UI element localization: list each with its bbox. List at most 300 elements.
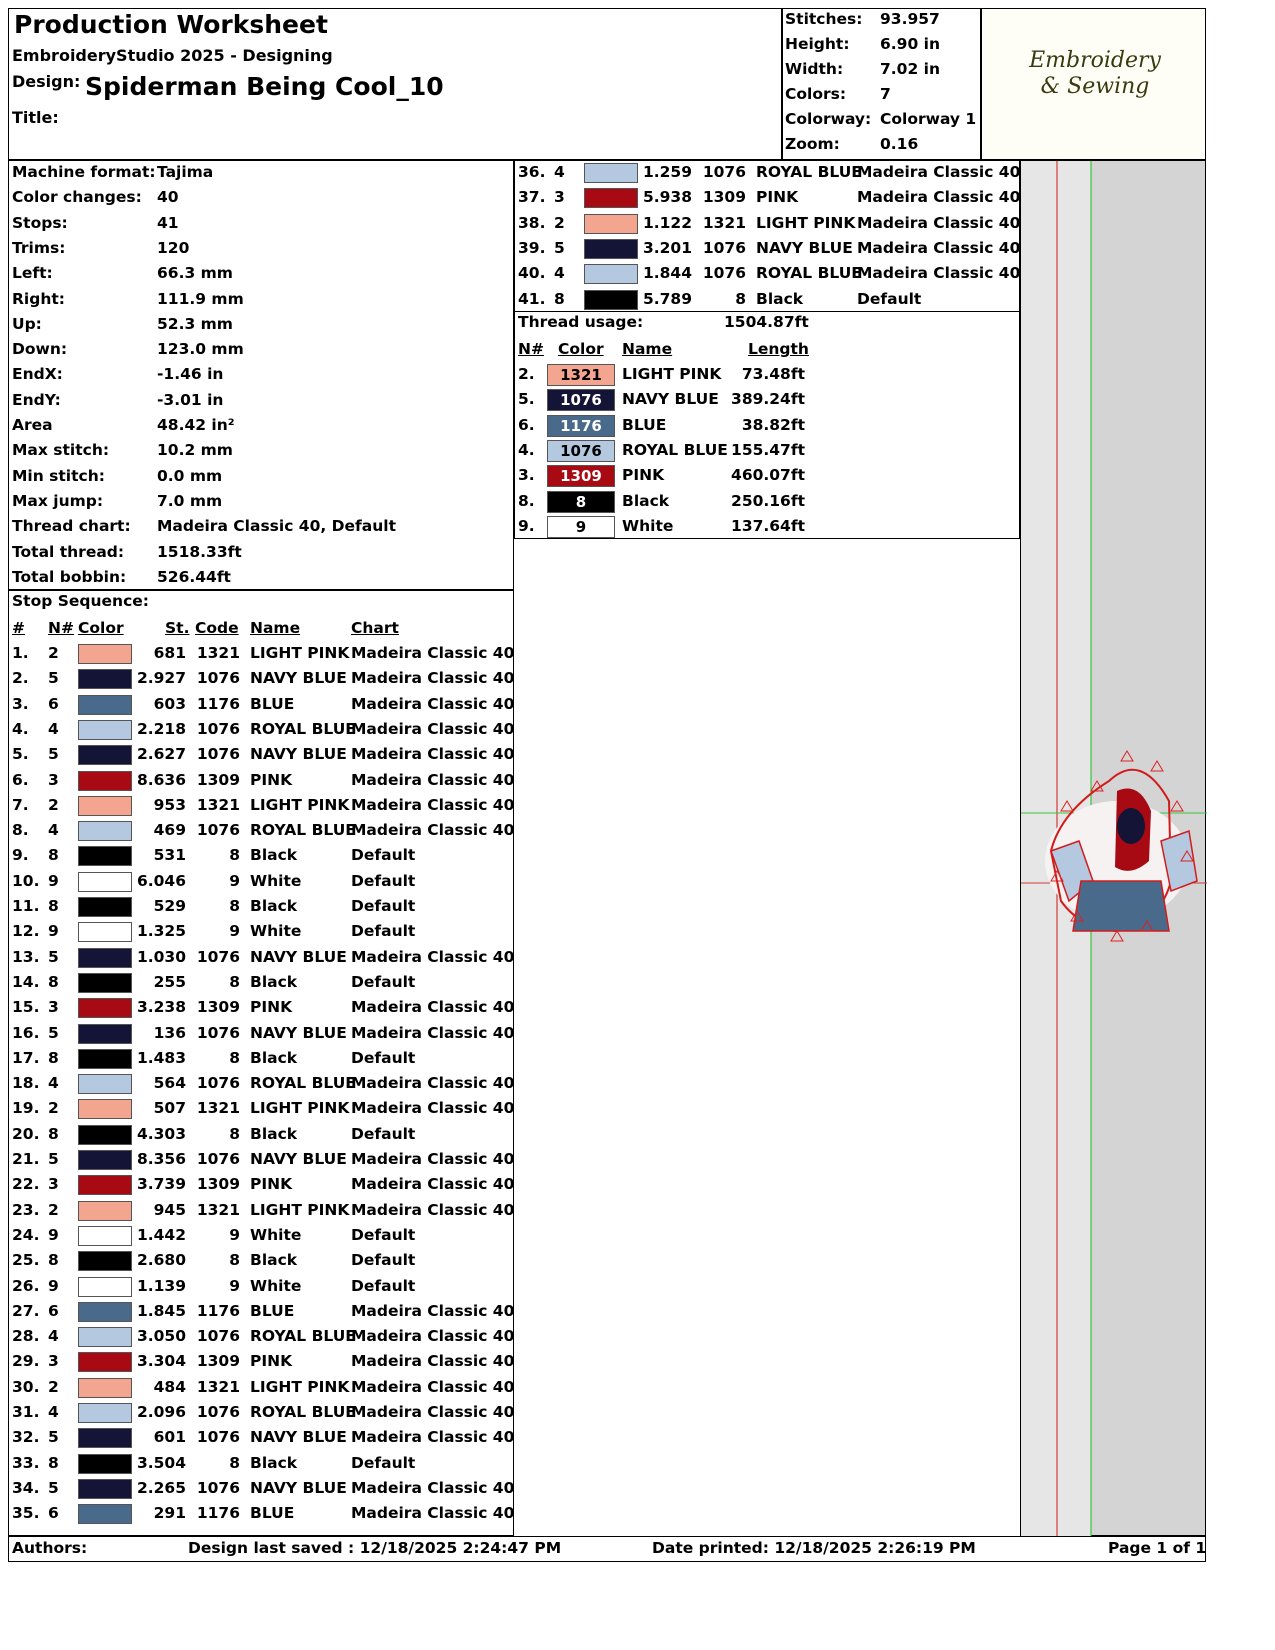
stop-chart: Default [351, 1453, 416, 1472]
stop-stitches: 136 [153, 1023, 186, 1042]
stop-chart: Madeira Classic 40 [351, 795, 515, 814]
stop-color-name: PINK [250, 1352, 293, 1371]
stop-color-name: White [250, 922, 302, 941]
stop-row [8, 1501, 514, 1527]
stop-row [8, 717, 514, 743]
stop-stitches: 601 [153, 1428, 186, 1447]
stop-color-name: Black [250, 897, 298, 915]
footer-page-number: Page 1 of 1 [1108, 1539, 1207, 1557]
stop-thread-number: 8 [48, 1453, 59, 1472]
stop-code: 8 [229, 1453, 240, 1472]
stop-code: 1321 [702, 213, 746, 232]
stop-column-header: Code [195, 619, 239, 637]
stop-chart: Madeira Classic 40 [351, 1175, 515, 1194]
machine-info-row [8, 212, 514, 237]
stop-index: 14. [12, 972, 40, 991]
color-swatch [78, 897, 132, 917]
stop-color-name: LIGHT PINK [250, 795, 350, 814]
stop-index: 28. [12, 1327, 40, 1346]
stop-sequence-table [8, 641, 514, 1531]
stop-index: 15. [12, 998, 40, 1017]
machine-info-label: Total thread: [12, 542, 125, 561]
stop-row [514, 160, 1020, 186]
stop-chart: Madeira Classic 40 [351, 1478, 515, 1497]
stop-code: 1076 [196, 1327, 240, 1346]
design-name: Spiderman Being Cool_10 [85, 72, 444, 101]
stop-thread-number: 2 [48, 1099, 59, 1118]
stop-thread-number: 2 [48, 1377, 59, 1396]
stop-row [8, 1274, 514, 1300]
machine-info [8, 160, 514, 590]
stop-color-name: White [250, 1276, 302, 1295]
stop-thread-number: 2 [48, 644, 59, 662]
stop-chart: Madeira Classic 40 [351, 1023, 515, 1042]
color-swatch [78, 720, 132, 740]
stop-chart: Default [351, 846, 416, 865]
thread-usage-column-header: N# [518, 340, 544, 358]
stop-stitches: 2.627 [136, 745, 186, 764]
stop-chart: Madeira Classic 40 [351, 998, 515, 1017]
thread-length: 38.82ft [741, 415, 805, 434]
stop-thread-number: 6 [48, 1504, 59, 1523]
stop-row [514, 211, 1020, 237]
machine-info-row [8, 262, 514, 287]
stop-index: 1. [12, 644, 29, 662]
stop-chart: Default [351, 1251, 416, 1270]
color-swatch [78, 1226, 132, 1246]
app-name: EmbroideryStudio 2025 - Designing [12, 46, 333, 65]
thread-usage-header [514, 337, 1020, 363]
stop-row [8, 1046, 514, 1072]
thread-name: PINK [622, 466, 665, 485]
machine-info-label: Machine format: [12, 163, 156, 181]
machine-info-value: -3.01 in [157, 390, 224, 409]
stop-code: 1309 [702, 188, 746, 207]
color-swatch [584, 239, 638, 259]
stop-column-header: Chart [351, 619, 399, 637]
stop-chart: Default [857, 289, 922, 308]
stop-chart: Madeira Classic 40 [351, 1200, 515, 1219]
machine-info-row [8, 566, 514, 591]
stop-stitches: 8.356 [136, 1150, 186, 1168]
stop-color-name: LIGHT PINK [250, 1377, 350, 1396]
stop-index: 34. [12, 1478, 40, 1497]
stat-value: 6.90 in [880, 35, 940, 53]
stop-index: 9. [12, 846, 29, 865]
stop-thread-number: 2 [554, 213, 565, 232]
stop-thread-number: 8 [48, 1251, 59, 1270]
stop-thread-number: 4 [48, 719, 59, 738]
stop-stitches: 507 [153, 1099, 186, 1118]
stop-thread-number: 4 [48, 821, 59, 840]
thread-number: 3. [518, 466, 535, 485]
machine-info-label: Stops: [12, 213, 68, 232]
stop-code: 1076 [196, 1403, 240, 1421]
machine-info-value: 526.44ft [157, 567, 231, 586]
stop-index: 22. [12, 1175, 40, 1194]
thread-usage-total: 1504.87ft [724, 313, 809, 331]
stop-index: 40. [518, 264, 546, 283]
color-swatch [78, 1251, 132, 1271]
stop-row [8, 919, 514, 945]
color-swatch [78, 973, 132, 993]
stop-row [8, 1375, 514, 1401]
thread-color-swatch: 1076 [547, 389, 615, 411]
machine-info-row [8, 414, 514, 439]
stop-row [8, 894, 514, 920]
stop-chart: Madeira Classic 40 [351, 1301, 515, 1320]
machine-info-value: 7.0 mm [157, 491, 223, 510]
stop-row [8, 793, 514, 819]
color-swatch [78, 1403, 132, 1423]
thread-name: White [622, 516, 674, 535]
stop-chart: Madeira Classic 40 [351, 1074, 515, 1093]
machine-info-value: 66.3 mm [157, 264, 233, 283]
stop-code: 8 [229, 1124, 240, 1143]
stop-code: 1176 [196, 694, 240, 713]
stop-code: 1076 [196, 947, 240, 966]
stop-chart: Madeira Classic 40 [351, 821, 515, 840]
stat-row [785, 109, 980, 134]
machine-info-row [8, 313, 514, 338]
stop-thread-number: 4 [48, 1074, 59, 1093]
stat-row [785, 59, 980, 84]
stop-column-header: Color [78, 619, 124, 637]
stop-color-name: ROYAL BLUE [250, 1074, 356, 1093]
color-swatch [78, 1150, 132, 1170]
footer-last-saved: Design last saved : 12/18/2025 2:24:47 PM [188, 1539, 562, 1557]
stop-row [8, 970, 514, 996]
stop-index: 3. [12, 694, 29, 713]
thread-length: 460.07ft [731, 466, 805, 485]
stop-color-name: PINK [756, 188, 799, 207]
stop-row [8, 843, 514, 869]
stop-color-name: PINK [250, 770, 293, 789]
stat-row [785, 9, 980, 34]
stop-chart: Madeira Classic 40 [351, 745, 515, 764]
stop-chart: Default [351, 972, 416, 991]
stop-stitches: 3.304 [136, 1352, 186, 1371]
stop-index: 16. [12, 1023, 40, 1042]
thread-number: 8. [518, 491, 535, 510]
stop-index: 17. [12, 1048, 40, 1067]
thread-number: 5. [518, 390, 535, 409]
stop-row [8, 1147, 514, 1173]
stop-chart: Madeira Classic 40 [351, 947, 515, 966]
stop-color-name: NAVY BLUE [250, 1150, 347, 1168]
stop-index: 18. [12, 1074, 40, 1093]
machine-info-row [8, 465, 514, 490]
stop-index: 23. [12, 1200, 40, 1219]
thread-color-swatch: 1309 [547, 465, 615, 487]
thread-usage-column-header: Length [748, 340, 809, 358]
thread-usage-row [514, 362, 1020, 388]
stop-thread-number: 4 [554, 264, 565, 283]
stop-chart: Madeira Classic 40 [351, 1327, 515, 1346]
thread-name: LIGHT PINK [622, 365, 722, 383]
stop-index: 6. [12, 770, 29, 789]
stop-index: 33. [12, 1453, 40, 1472]
page-title: Production Worksheet [14, 10, 328, 39]
machine-info-value: 1518.33ft [157, 542, 242, 561]
color-swatch [584, 214, 638, 234]
color-swatch [78, 1277, 132, 1297]
stop-row [8, 1324, 514, 1350]
stop-color-name: NAVY BLUE [250, 1023, 347, 1042]
stop-color-name: BLUE [250, 1301, 295, 1320]
stop-stitches: 484 [153, 1377, 186, 1396]
stop-color-name: White [250, 1225, 302, 1244]
stop-index: 10. [12, 871, 40, 890]
stop-thread-number: 5 [48, 1478, 59, 1497]
stat-label: Stitches: [785, 10, 863, 28]
stop-column-header: Name [250, 619, 301, 637]
stop-thread-number: 9 [48, 1276, 59, 1295]
stop-stitches: 255 [153, 972, 186, 991]
color-swatch [78, 1074, 132, 1094]
stop-stitches: 2.096 [136, 1403, 186, 1421]
stop-chart: Default [351, 922, 416, 941]
stop-code: 9 [229, 922, 240, 941]
stop-index: 24. [12, 1225, 40, 1244]
stop-stitches: 1.845 [136, 1301, 186, 1320]
stop-color-name: Black [250, 1453, 298, 1472]
stop-thread-number: 8 [48, 846, 59, 865]
stop-code: 1076 [702, 238, 746, 257]
stop-thread-number: 5 [48, 745, 59, 764]
machine-info-row [8, 490, 514, 515]
stop-row [514, 261, 1020, 287]
stop-column-header: N# [48, 619, 74, 637]
stop-thread-number: 8 [554, 289, 565, 308]
stop-thread-number: 4 [48, 1403, 59, 1421]
stop-row [8, 1451, 514, 1477]
stop-stitches: 4.303 [136, 1124, 186, 1143]
stop-stitches: 3.739 [136, 1175, 186, 1194]
machine-info-label: Down: [12, 340, 68, 359]
stop-color-name: LIGHT PINK [250, 644, 350, 662]
stop-index: 26. [12, 1276, 40, 1295]
thread-color-swatch: 1176 [547, 415, 615, 437]
thread-name: NAVY BLUE [622, 390, 719, 409]
color-swatch [584, 290, 638, 310]
stop-stitches: 953 [153, 795, 186, 814]
stop-code: 1321 [196, 1377, 240, 1396]
thread-usage-column-header: Name [622, 340, 673, 358]
footer-authors: Authors: [12, 1539, 88, 1557]
stop-code: 1076 [196, 821, 240, 840]
color-swatch [78, 1302, 132, 1322]
machine-info-row [8, 541, 514, 566]
stop-color-name: ROYAL BLUE [756, 163, 862, 181]
stop-thread-number: 8 [48, 897, 59, 915]
color-swatch [584, 264, 638, 284]
stop-row [8, 1223, 514, 1249]
stop-stitches: 531 [153, 846, 186, 865]
stop-chart: Madeira Classic 40 [857, 264, 1021, 283]
stop-code: 1076 [196, 1023, 240, 1042]
stop-row [514, 185, 1020, 211]
title-label: Title: [12, 108, 59, 127]
stop-stitches: 3.238 [136, 998, 186, 1017]
logo-divider [980, 8, 982, 160]
stop-row [8, 869, 514, 895]
stop-code: 1309 [196, 770, 240, 789]
stop-thread-number: 3 [48, 1175, 59, 1194]
stop-color-name: NAVY BLUE [250, 745, 347, 764]
stop-row [8, 692, 514, 718]
stop-index: 11. [12, 897, 40, 915]
stop-thread-number: 3 [554, 188, 565, 207]
stop-color-name: Black [250, 972, 298, 991]
thread-name: ROYAL BLUE [622, 440, 728, 459]
color-swatch [78, 922, 132, 942]
stop-chart: Madeira Classic 40 [351, 1504, 515, 1523]
color-swatch [78, 1099, 132, 1119]
thread-usage-row [514, 489, 1020, 515]
stop-row [8, 1476, 514, 1502]
machine-info-row [8, 237, 514, 262]
stop-row [8, 1349, 514, 1375]
thread-name: Black [622, 491, 670, 510]
stop-index: 41. [518, 289, 546, 308]
stop-code: 1076 [196, 1074, 240, 1093]
machine-info-label: Area [12, 416, 53, 434]
color-swatch [78, 1175, 132, 1195]
stop-thread-number: 9 [48, 871, 59, 890]
stop-chart: Madeira Classic 40 [351, 719, 515, 738]
stop-index: 19. [12, 1099, 40, 1118]
stop-chart: Madeira Classic 40 [857, 188, 1021, 207]
machine-info-label: Color changes: [12, 188, 142, 207]
stop-chart: Default [351, 1225, 416, 1244]
machine-info-row [8, 439, 514, 464]
color-swatch [78, 796, 132, 816]
stop-row [8, 1248, 514, 1274]
design-preview [1020, 160, 1206, 1536]
stop-code: 1309 [196, 1352, 240, 1371]
thread-length: 155.47ft [731, 440, 805, 459]
stop-code: 8 [229, 846, 240, 865]
stop-thread-number: 4 [554, 163, 565, 181]
stop-color-name: NAVY BLUE [756, 238, 853, 257]
stop-row [8, 768, 514, 794]
machine-info-label: Right: [12, 289, 65, 308]
machine-info-row [8, 288, 514, 313]
stop-stitches: 3.504 [136, 1453, 186, 1472]
machine-info-label: Trims: [12, 238, 66, 257]
stop-thread-number: 9 [48, 1225, 59, 1244]
stop-thread-number: 5 [48, 669, 59, 688]
stop-stitches: 6.046 [136, 871, 186, 890]
stop-row [514, 236, 1020, 262]
stop-thread-number: 5 [48, 1023, 59, 1042]
stop-index: 39. [518, 238, 546, 257]
stat-value: 93.957 [880, 10, 940, 28]
machine-info-row [8, 161, 514, 186]
stop-stitches: 529 [153, 897, 186, 915]
stop-color-name: NAVY BLUE [250, 1478, 347, 1497]
thread-length: 250.16ft [731, 491, 805, 510]
stop-code: 1321 [196, 644, 240, 662]
color-swatch [78, 1428, 132, 1448]
thread-color-swatch: 8 [547, 491, 615, 513]
stop-color-name: NAVY BLUE [250, 669, 347, 688]
stop-index: 30. [12, 1377, 40, 1396]
stop-index: 36. [518, 163, 546, 181]
thread-number: 2. [518, 365, 535, 383]
stop-index: 37. [518, 188, 546, 207]
stat-value: 7 [880, 85, 891, 103]
stats-divider [781, 8, 783, 160]
stop-thread-number: 3 [48, 770, 59, 789]
stop-chart: Madeira Classic 40 [351, 1403, 515, 1421]
stop-index: 35. [12, 1504, 40, 1523]
stop-chart: Madeira Classic 40 [351, 1377, 515, 1396]
stop-column-header: # [12, 619, 25, 637]
stop-stitches: 2.218 [136, 719, 186, 738]
design-stats [785, 9, 980, 159]
color-swatch [78, 846, 132, 866]
machine-info-label: Left: [12, 264, 53, 283]
stop-stitches: 1.139 [136, 1276, 186, 1295]
stop-index: 31. [12, 1403, 40, 1421]
stop-sequence-heading: Stop Sequence: [12, 592, 149, 610]
stop-color-name: BLUE [250, 1504, 295, 1523]
stop-chart: Madeira Classic 40 [351, 644, 515, 662]
stat-value: 7.02 in [880, 60, 940, 78]
color-swatch [78, 1049, 132, 1069]
stop-color-name: Black [250, 1048, 298, 1067]
machine-info-value: 10.2 mm [157, 441, 233, 460]
stop-thread-number: 2 [48, 1200, 59, 1219]
machine-info-value: 52.3 mm [157, 314, 233, 333]
stop-chart: Default [351, 897, 416, 915]
stop-index: 25. [12, 1251, 40, 1270]
color-swatch [78, 872, 132, 892]
color-swatch [78, 1125, 132, 1145]
stop-thread-number: 5 [48, 947, 59, 966]
stop-row [8, 666, 514, 692]
stop-chart: Default [351, 1124, 416, 1143]
stop-row [8, 1021, 514, 1047]
stop-code: 1321 [196, 1200, 240, 1219]
stop-stitches: 291 [153, 1504, 186, 1523]
stop-code: 1176 [196, 1504, 240, 1523]
stop-code: 1076 [196, 745, 240, 764]
stop-index: 21. [12, 1150, 40, 1168]
stop-chart: Madeira Classic 40 [351, 1352, 515, 1371]
machine-info-value: 0.0 mm [157, 466, 223, 485]
stop-thread-number: 4 [48, 1327, 59, 1346]
color-swatch [78, 1327, 132, 1347]
color-swatch [78, 669, 132, 689]
machine-info-label: EndY: [12, 390, 61, 409]
stop-code: 1076 [196, 719, 240, 738]
color-swatch [78, 695, 132, 715]
stop-index: 20. [12, 1124, 40, 1143]
stop-chart: Madeira Classic 40 [351, 770, 515, 789]
stop-code: 1076 [702, 163, 746, 181]
stop-column-header: St. [165, 619, 190, 637]
stop-index: 32. [12, 1428, 40, 1447]
stop-stitches: 564 [153, 1074, 186, 1093]
thread-usage-row [514, 387, 1020, 413]
stop-row [8, 1096, 514, 1122]
stat-label: Height: [785, 35, 850, 53]
stop-row [8, 1172, 514, 1198]
stop-thread-number: 8 [48, 1124, 59, 1143]
